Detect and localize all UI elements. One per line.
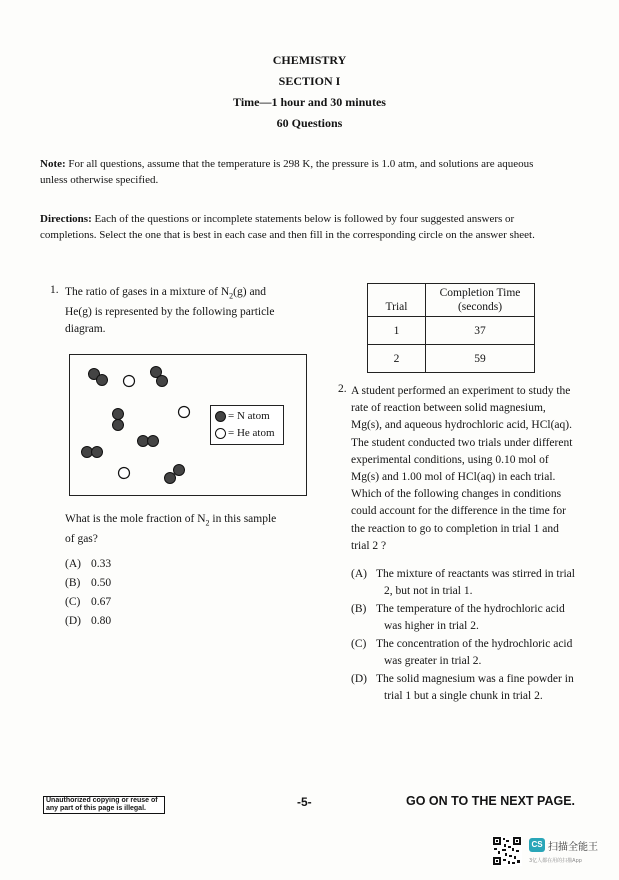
directions-label: Directions: — [40, 213, 92, 225]
option-text-l1: The mixture of reactants was stirred in trial — [376, 568, 575, 580]
watermark-brand: 扫描全能王 — [548, 842, 598, 853]
q1-stem-l3: diagram. — [65, 323, 106, 336]
note-line1: For all questions, assume that the temperature is 298 K, the pressure is 1.0 atm, and solutions are aqueous — [68, 158, 534, 170]
note — [40, 156, 570, 188]
option-text: 0.33 — [91, 558, 112, 570]
option-letter: (A) — [351, 568, 367, 580]
q1-question-l2: of gas? — [65, 533, 98, 546]
option-letter: (B) — [351, 603, 367, 615]
option-letter: (D) — [351, 673, 367, 685]
header-questions: 60 Questions — [276, 116, 343, 130]
diagram-legend — [210, 405, 284, 445]
q2-number: 2. — [338, 383, 347, 395]
q2-option-a[interactable] — [351, 566, 586, 599]
q2-stem — [351, 383, 583, 555]
header-section: SECTION I — [278, 74, 341, 88]
n-atom — [82, 447, 93, 458]
note-line2: unless otherwise specified. — [40, 174, 159, 186]
q1-question-l1b: in this sample — [209, 513, 277, 525]
option-letter: (A) — [65, 558, 81, 570]
legend-n-label: = N atom — [228, 410, 270, 422]
n-atom — [138, 436, 149, 447]
table-header-row — [368, 284, 535, 317]
option-text-l1: The concentration of the hydrochloric acid — [376, 638, 573, 650]
he-atom — [124, 376, 135, 387]
table-row — [368, 345, 535, 373]
table-header-time — [426, 284, 535, 317]
qr-code-svg — [492, 836, 522, 866]
n-atom-icon — [215, 411, 226, 422]
option-letter: (D) — [65, 615, 81, 627]
q2-option-d[interactable] — [351, 671, 586, 704]
q1-stem-l1a: The ratio of gases in a mixture of N — [65, 286, 230, 298]
q2-stem-line: rate of reaction between solid magnesium, — [351, 402, 546, 415]
q2-stem-line: the reaction to go to completion in trial 1 and — [351, 522, 559, 535]
q2-stem-line: Mg(s) and 1.00 mol of HCl(aq) in each trial. — [351, 471, 556, 484]
table-header-time-l1: Completion Time — [439, 287, 521, 299]
n-atom — [97, 375, 108, 386]
camscanner-logo: CS — [529, 838, 545, 852]
legend-he-row — [215, 425, 279, 442]
n-atom — [113, 420, 124, 431]
option-text-l2: trial 1 but a single chunk in trial 2. — [384, 689, 543, 702]
n-atom — [113, 409, 124, 420]
header-subject: CHEMISTRY — [272, 53, 347, 67]
q1-option-d[interactable] — [65, 613, 111, 630]
q1-stem-l1b: (g) and — [233, 286, 267, 298]
option-text-l2: was higher in trial 2. — [384, 619, 479, 632]
he-atom-icon — [215, 428, 226, 439]
q1-number: 1. — [50, 284, 59, 296]
q2-stem-line: trial 2 ? — [351, 539, 387, 552]
header-time: Time—1 hour and 30 minutes — [233, 95, 386, 109]
q2-stem-line: Mg(s), and aqueous hydrochloric acid, HCl(aq). — [351, 419, 572, 432]
he-atom — [179, 407, 190, 418]
q1-option-b[interactable] — [65, 575, 111, 592]
q1-stem-l2: He(g) is represented by the following particle — [65, 306, 275, 319]
copyright-notice — [43, 796, 165, 814]
directions — [40, 211, 570, 243]
q2-stem-line: A student performed an experiment to study the — [351, 385, 571, 397]
note-label: Note: — [40, 158, 66, 170]
q2-stem-line: The student conducted two trials under different — [351, 436, 573, 449]
legend-he-label: = He atom — [228, 427, 275, 439]
n-atom — [148, 436, 159, 447]
copyright-notice-l2: any part of this page is illegal. — [46, 805, 146, 812]
table-row — [368, 317, 535, 345]
option-letter: (C) — [65, 596, 81, 608]
table-cell-trial: 2 — [368, 345, 426, 373]
qr-code-icon — [492, 836, 522, 866]
n-atom — [157, 376, 168, 387]
table-cell-trial: 1 — [368, 317, 426, 345]
q1-question-sub: 2 — [205, 518, 210, 528]
option-letter: (B) — [65, 577, 81, 589]
q2-stem-line: experimental conditions, using 0.10 mol of — [351, 453, 549, 466]
option-text: 0.50 — [91, 577, 112, 589]
q1-option-a[interactable] — [65, 556, 111, 573]
copyright-notice-l1: Unauthorized copying or reuse of — [46, 797, 158, 804]
he-atom — [119, 468, 130, 479]
q1-question — [65, 511, 295, 548]
option-letter: (C) — [351, 638, 367, 650]
n-atom — [174, 465, 185, 476]
n-atom — [92, 447, 103, 458]
table-cell-time: 59 — [426, 345, 535, 373]
option-text-l1: The solid magnesium was a fine powder in — [376, 673, 574, 685]
directions-line2: completions. Select the one that is best in each case and then fill in the corresponding circle on the answer sheet. — [40, 229, 535, 241]
n-atom — [165, 473, 176, 484]
page-number: -5- — [297, 795, 312, 809]
table-header-time-l2: (seconds) — [457, 301, 503, 313]
next-page-notice: GO ON TO THE NEXT PAGE. — [406, 794, 576, 808]
watermark-tagline: 3亿人都在用的扫描App — [529, 858, 582, 864]
directions-line1: Each of the questions or incomplete statements below is followed by four suggested answers or — [94, 213, 515, 225]
option-text-l1: The temperature of the hydrochloric acid — [376, 603, 565, 615]
q1-stem-sub: 2 — [229, 291, 234, 301]
table-cell-time: 37 — [426, 317, 535, 345]
option-text-l2: 2, but not in trial 1. — [384, 584, 473, 597]
q1-question-l1a: What is the mole fraction of N — [65, 513, 206, 525]
option-text-l2: was greater in trial 2. — [384, 654, 482, 667]
table-header-trial: Trial — [368, 284, 426, 317]
q2-option-c[interactable] — [351, 636, 586, 669]
trial-table — [367, 283, 535, 373]
q2-stem-line: Which of the following changes in conditions — [351, 488, 562, 501]
q2-stem-line: could account for the difference in the time for — [351, 505, 567, 518]
q2-option-b[interactable] — [351, 601, 586, 634]
q1-option-c[interactable] — [65, 594, 111, 611]
option-text: 0.80 — [91, 615, 112, 627]
q1-stem — [65, 284, 295, 338]
legend-n-row — [215, 408, 279, 425]
option-text: 0.67 — [91, 596, 112, 608]
